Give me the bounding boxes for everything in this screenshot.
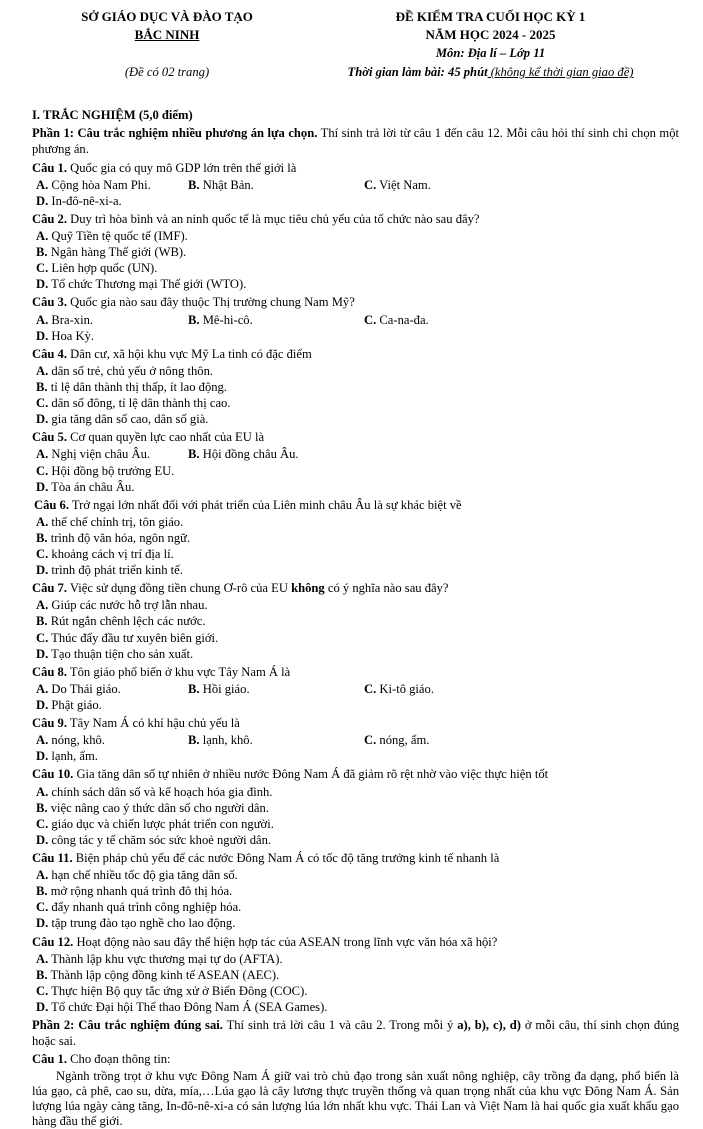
option-letter: B. <box>188 681 200 696</box>
time-label: Thời gian làm bài: 45 phút <box>347 65 488 80</box>
options-11 <box>32 867 679 931</box>
option-letter: C. <box>364 681 377 696</box>
option-letter: C. <box>36 396 49 411</box>
option-letter: C. <box>36 630 49 645</box>
option-letter: C. <box>36 463 49 478</box>
option-letter: A. <box>36 363 49 378</box>
option-text: Cộng hòa Nam Phi. <box>51 177 151 192</box>
subject-value: : Địa lí – Lớp 11 <box>460 46 546 61</box>
option-letter: B. <box>36 800 48 815</box>
option-b[interactable] <box>188 732 364 748</box>
options-1 <box>32 177 679 209</box>
option-letter: A. <box>36 733 49 748</box>
option-letter: A. <box>36 312 49 327</box>
option-text: Bra-xin. <box>51 312 94 327</box>
question-label: Câu 7. <box>32 581 67 596</box>
question-text: Dân cư, xã hội khu vực Mỹ La tinh có đặc điểm <box>67 346 312 361</box>
option-text: Hồi giáo. <box>202 681 250 696</box>
question-text: Quốc gia có quy mô GDP lớn trên thế giới là <box>67 160 297 175</box>
question-text: Việc sử dụng đồng tiền chung Ơ-rô của EU <box>67 581 292 596</box>
question-8 <box>32 664 679 680</box>
option-a[interactable] <box>36 867 363 883</box>
option-letter: D. <box>36 277 49 292</box>
option-text: nóng, khô. <box>51 733 105 748</box>
question-text: Tây Nam Á có khí hậu chủ yếu là <box>67 716 240 731</box>
question-text: Gia tăng dân số tự nhiên ở nhiều nước Đông Nam Á đã giảm rõ rệt nhờ vào việc thực hiện tốt <box>73 767 549 782</box>
question-text: Duy trì hòa bình và an ninh quốc tế là mục tiêu chủ yếu của tổ chức nào sau đây? <box>67 211 480 226</box>
options-7 <box>32 597 679 661</box>
option-text: Việt Nam. <box>379 177 431 192</box>
issuer-dept: SỞ GIÁO DỤC VÀ ĐÀO TẠO <box>81 9 253 24</box>
question-11 <box>32 850 679 866</box>
option-text: In-đô-nê-xi-a. <box>51 193 122 208</box>
issuer-province: BẮC NINH <box>134 26 200 42</box>
option-text: Hội đồng bộ trưởng EU. <box>51 463 175 478</box>
option-d[interactable] <box>36 479 358 495</box>
question-label: Câu 5. <box>32 430 67 445</box>
question-text: Cơ quan quyền lực cao nhất của EU là <box>67 430 265 445</box>
option-letter: C. <box>364 177 377 192</box>
option-text: Quỹ Tiền tệ quốc tế (IMF). <box>51 228 188 243</box>
option-a[interactable] <box>36 951 679 967</box>
options-4 <box>32 363 679 427</box>
option-text: đẩy nhanh quá trình công nghiệp hóa. <box>51 900 242 915</box>
question-text: Hoạt động nào sau đây thể hiện hợp tác của ASEAN trong lĩnh vực văn hóa xã hội? <box>73 934 498 949</box>
option-text: nóng, ẩm. <box>379 733 430 748</box>
option-text: Tạo thuận tiện cho sản xuất. <box>51 646 194 661</box>
option-c[interactable] <box>364 177 524 193</box>
option-b[interactable] <box>36 244 358 260</box>
option-b[interactable] <box>188 177 364 193</box>
option-letter: C. <box>36 816 49 831</box>
option-d[interactable] <box>36 999 679 1015</box>
question-text: Cho đoạn thông tin: <box>67 1052 171 1067</box>
option-text: Tòa án châu Âu. <box>51 479 135 494</box>
option-b[interactable] <box>36 883 358 899</box>
option-text: Phật giáo. <box>51 698 102 713</box>
option-b[interactable] <box>36 379 358 395</box>
part2-text: Thí sinh trả lời câu 1 và câu 2. Trong mỗi ý <box>222 1018 458 1033</box>
option-letter: D. <box>36 749 49 764</box>
option-text: giáo dục và chiến lược phát triển con người. <box>51 816 274 831</box>
option-text: trình độ phát triển kinh tế. <box>51 563 183 578</box>
part1-text: Thí sinh trả lời từ câu 1 đến câu 12. Mỗi câu hỏi thí sinh chỉ chọn một phương án. <box>32 126 679 157</box>
option-letter: C. <box>36 261 49 276</box>
option-text: Thúc đẩy đầu tư xuyên biên giới. <box>51 630 219 645</box>
option-text: Ngân hàng Thế giới (WB). <box>50 245 187 260</box>
option-text: Nhật Bản. <box>202 177 254 192</box>
option-b[interactable] <box>36 530 358 546</box>
option-letter: A. <box>36 784 49 799</box>
option-c[interactable] <box>36 899 363 915</box>
school-year: NĂM HỌC 2024 - 2025 <box>425 26 556 42</box>
option-d[interactable] <box>36 562 358 578</box>
option-text: Thực hiện Bộ quy tắc ứng xử ở Biển Đông (COC). <box>51 983 308 998</box>
part2-text: ở mỗi câu, thí sinh chọn đúng hoặc sai. <box>32 1018 680 1049</box>
option-letter: D. <box>36 916 49 931</box>
option-letter: B. <box>36 379 48 394</box>
option-letter: A. <box>36 951 49 966</box>
option-text: Giúp các nước hỗ trợ lẫn nhau. <box>51 598 208 613</box>
question-5 <box>32 429 679 445</box>
option-text: Do Thái giáo. <box>51 681 121 696</box>
option-b[interactable] <box>36 800 358 816</box>
question-1 <box>32 160 679 176</box>
option-text: mở rộng nhanh quá trình đô thị hóa. <box>50 884 233 899</box>
option-letter: D. <box>36 412 49 427</box>
exam-subheader <box>32 64 679 80</box>
option-a[interactable] <box>36 446 188 462</box>
question-label: Câu 11. <box>32 851 73 866</box>
question-4 <box>32 346 679 362</box>
option-a[interactable] <box>36 228 363 244</box>
option-text: khoảng cách vị trí địa lí. <box>51 547 174 562</box>
option-text: Ca-na-đa. <box>379 312 429 327</box>
options-9 <box>32 732 679 764</box>
option-letter: C. <box>364 733 377 748</box>
option-text: dân số trẻ, chủ yếu ở nông thôn. <box>51 363 214 378</box>
option-text: trình độ văn hóa, ngôn ngữ. <box>50 530 191 545</box>
option-a[interactable] <box>36 784 363 800</box>
subject-line <box>302 45 679 62</box>
option-a[interactable] <box>36 597 363 613</box>
option-text: Ki-tô giáo. <box>379 681 434 696</box>
pages-note: (Đề có 02 trang) <box>124 65 210 80</box>
exam-title-block <box>302 8 679 62</box>
option-a[interactable] <box>36 363 363 379</box>
option-letter: B. <box>36 614 48 629</box>
options-2 <box>32 228 679 292</box>
option-text: Mê-hi-cô. <box>202 312 253 327</box>
question-label: Câu 1. <box>32 1052 67 1067</box>
option-letter: B. <box>36 245 48 260</box>
time-line <box>302 64 679 80</box>
option-b[interactable] <box>188 446 679 462</box>
options-5 <box>32 446 679 494</box>
option-letter: B. <box>188 312 200 327</box>
option-b[interactable] <box>188 312 364 328</box>
option-letter: D. <box>36 646 49 661</box>
option-text: Hoa Kỳ. <box>51 328 95 343</box>
part2-instructions <box>32 1017 679 1049</box>
option-d[interactable] <box>36 646 358 662</box>
options-3 <box>32 312 679 344</box>
option-letter: A. <box>36 177 49 192</box>
options-10 <box>32 784 679 848</box>
option-letter: C. <box>364 312 377 327</box>
part1-label: Phần 1: Câu trắc nghiệm nhiều phương án lựa chọn. <box>32 126 318 141</box>
question-label: Câu 4. <box>32 346 67 361</box>
option-b[interactable] <box>188 681 364 697</box>
options-8 <box>32 681 679 713</box>
option-text: việc nâng cao ý thức dân số cho người dân. <box>50 800 269 815</box>
option-letter: B. <box>188 733 200 748</box>
option-letter: B. <box>36 967 48 982</box>
option-letter: B. <box>188 177 200 192</box>
option-d[interactable] <box>36 411 358 427</box>
option-letter: B. <box>36 884 48 899</box>
option-c[interactable] <box>364 312 524 328</box>
option-text: thể chế chính trị, tôn giáo. <box>51 514 184 529</box>
option-d[interactable] <box>36 193 197 209</box>
option-a[interactable] <box>36 312 188 328</box>
option-letter: A. <box>36 598 49 613</box>
option-a[interactable] <box>36 681 188 697</box>
option-letter: D. <box>36 698 49 713</box>
passage: Ngành trồng trọt ở khu vực Đông Nam Á giữ vai trò chủ đạo trong sản xuất nông nghiệp, cây trồng đa dạng, phổ biến là lúa gạo, cà phê, cao su, dừa, mía,…Lúa gạo là cây lương thực truyền thống và quan trọng nhất của khu vực Đông Nam Á. Sản lượng lúa ngày càng tăng, In-đô-nê-xi-a có sản lượng lúa lớn nhất khu vực. Thái Lan và Việt Nam là hai quốc gia xuất khẩu gạo hàng đầu thế giới. <box>32 1069 679 1129</box>
option-letter: B. <box>188 447 200 462</box>
question-text: Tôn giáo phổ biến ở khu vực Tây Nam Á là <box>67 664 291 679</box>
part2-label: Phần 2: Câu trắc nghiệm đúng sai. <box>32 1018 223 1033</box>
option-letter: A. <box>36 868 49 883</box>
part2-options-marker: a), b), c), d) <box>457 1018 521 1033</box>
option-letter: C. <box>36 547 49 562</box>
option-d[interactable] <box>36 748 197 764</box>
question-label: Câu 12. <box>32 934 74 949</box>
option-d[interactable] <box>36 915 358 931</box>
option-d[interactable] <box>36 328 197 344</box>
option-text: lạnh, khô. <box>202 733 253 748</box>
options-12 <box>32 951 679 1015</box>
option-letter: D. <box>36 193 49 208</box>
part2-question-1 <box>32 1051 679 1067</box>
option-letter: D. <box>36 328 49 343</box>
option-text: Rút ngắn chênh lệch các nước. <box>50 614 206 629</box>
option-text: Hội đồng châu Âu. <box>202 447 299 462</box>
question-label: Câu 2. <box>32 211 67 226</box>
option-text: công tác y tế chăm sóc sức khoẻ người dân. <box>51 832 272 847</box>
part1-instructions <box>32 125 679 157</box>
option-letter: B. <box>36 530 48 545</box>
option-c[interactable] <box>36 260 363 276</box>
option-c[interactable] <box>36 546 363 562</box>
option-text: Liên hợp quốc (UN). <box>51 261 158 276</box>
time-note: (không kể thời gian giao đề) <box>487 65 634 80</box>
question-text: Quốc gia nào sau đây thuộc Thị trường chung Nam Mỹ? <box>67 295 355 310</box>
question-label: Câu 1. <box>32 160 67 175</box>
option-d[interactable] <box>36 697 197 713</box>
option-c[interactable] <box>364 732 524 748</box>
option-c[interactable] <box>36 395 363 411</box>
issuer-block <box>32 8 302 62</box>
question-text: có ý nghĩa nào sau đây? <box>324 581 449 596</box>
question-7 <box>32 580 679 596</box>
option-a[interactable] <box>36 732 188 748</box>
option-a[interactable] <box>36 514 363 530</box>
question-2 <box>32 211 679 227</box>
question-label: Câu 6. <box>34 497 69 512</box>
option-letter: A. <box>36 681 49 696</box>
option-text: tỉ lệ dân thành thị thấp, ít lao động. <box>50 379 228 394</box>
question-6 <box>32 497 679 513</box>
option-text: Tổ chức Thương mại Thế giới (WTO). <box>51 277 247 292</box>
option-text: Tổ chức Đại hội Thể thao Đông Nam Á (SEA Games). <box>51 1000 328 1014</box>
option-text: Thành lập khu vực thương mại tự do (AFTA). <box>51 951 283 966</box>
option-letter: A. <box>36 514 49 529</box>
exam-title: ĐỀ KIỂM TRA CUỐI HỌC KỲ 1 <box>395 9 586 24</box>
question-9 <box>32 715 679 731</box>
question-label: Câu 9. <box>32 716 67 731</box>
option-text: lạnh, ẩm. <box>51 749 98 764</box>
option-letter: A. <box>36 228 49 243</box>
options-6 <box>32 514 679 578</box>
subject-label: Môn <box>435 46 461 61</box>
option-d[interactable] <box>36 832 358 848</box>
option-c[interactable] <box>364 681 524 697</box>
question-text: Trở ngại lớn nhất đối với phát triển của Liên minh châu Âu là sự khác biệt về <box>69 497 462 512</box>
option-text: hạn chế nhiều tốc độ gia tăng dân số. <box>51 868 238 883</box>
option-letter: D. <box>36 563 49 578</box>
option-c[interactable] <box>36 630 363 646</box>
option-d[interactable] <box>36 276 358 292</box>
option-b[interactable] <box>36 613 358 629</box>
option-c[interactable] <box>36 983 679 999</box>
option-text: Nghị viện châu Âu. <box>51 447 151 462</box>
option-letter: A. <box>36 447 49 462</box>
option-b[interactable] <box>36 967 679 983</box>
question-text: Biện pháp chủ yếu để các nước Đông Nam Á có tốc độ tăng trưởng kinh tế nhanh là <box>72 851 500 866</box>
option-letter: D. <box>36 479 49 494</box>
question-negation: không <box>291 581 325 596</box>
option-text: chính sách dân số và kế hoạch hóa gia đình. <box>51 784 273 799</box>
option-text: dân số đông, tỉ lệ dân thành thị cao. <box>51 396 231 411</box>
exam-header <box>32 8 679 62</box>
option-letter: C. <box>36 900 49 915</box>
option-a[interactable] <box>36 177 188 193</box>
option-text: tập trung đào tạo nghề cho lao động. <box>51 916 236 931</box>
option-text: gia tăng dân số cao, dân số già. <box>51 412 209 427</box>
question-3 <box>32 294 679 310</box>
option-text: Thành lập cộng đồng kinh tế ASEAN (AEC). <box>50 967 280 982</box>
question-label: Câu 8. <box>32 664 67 679</box>
option-letter: D. <box>36 832 49 847</box>
question-label: Câu 3. <box>32 295 67 310</box>
option-c[interactable] <box>36 816 363 832</box>
question-12 <box>32 934 679 950</box>
option-letter: C. <box>36 983 49 998</box>
section-title: I. TRẮC NGHIỆM (5,0 điểm) <box>32 108 193 123</box>
option-c[interactable] <box>36 463 363 479</box>
question-10 <box>32 766 679 782</box>
option-letter: D. <box>36 1000 49 1014</box>
question-label: Câu 10. <box>32 767 74 782</box>
